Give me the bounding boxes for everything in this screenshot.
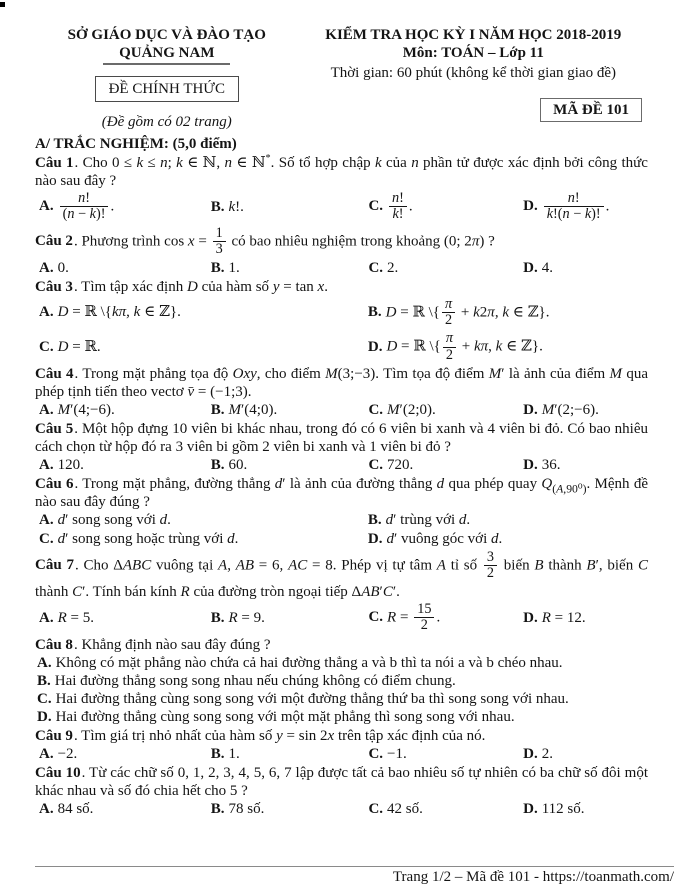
option-d: D. M′(2;−6). — [523, 402, 599, 418]
option-a: A. M′(4;−6). — [39, 402, 115, 418]
option-key: A. — [39, 745, 54, 762]
exam-header — [35, 26, 648, 131]
question-text: Câu 3. Tìm tập xác định D của hàm số y = tan x. — [35, 278, 328, 295]
option-key: A. — [39, 198, 54, 215]
option-key: D. — [367, 531, 383, 547]
option-key: D. — [37, 708, 52, 725]
province-name: QUẢNG NAM — [103, 44, 230, 65]
question-text: Câu 8. Khẳng định nào sau đây đúng ? — [35, 636, 271, 653]
option-key: A. — [39, 609, 54, 626]
option-a: A. 0. — [39, 259, 69, 276]
question-label: Câu 10 — [35, 764, 81, 781]
option-d: D. D = ℝ \{ $\frac{\pi}{2}$ + kπ, k ∈ ℤ}. — [367, 330, 543, 363]
option-key: A. — [37, 654, 52, 671]
option-key: B. — [210, 609, 225, 626]
option-key: C. — [368, 457, 384, 473]
fraction: $\frac{n!}{k!}$ — [389, 191, 407, 223]
options — [35, 654, 648, 726]
option-a: A. Không có mặt phẳng nào chứa cả hai đường thẳng a và b thì ta nói a và b chéo nhau. — [37, 654, 563, 671]
option-key: C. — [368, 745, 384, 762]
option-d: D. 112 số. — [523, 800, 585, 817]
question-label: Câu 1 — [35, 155, 74, 171]
question-label: Câu 7 — [35, 557, 74, 574]
option-key: C. — [37, 690, 52, 707]
option-c: C. 42 số. — [368, 800, 423, 817]
question-3 — [35, 278, 648, 365]
fraction: $\frac{1}{3}$ — [213, 226, 226, 258]
question-1 — [35, 154, 648, 224]
question-text: Câu 10. Từ các chữ số 0, 1, 2, 3, 4, 5, 6, 7 lập được tất cả bao nhiêu số tự nhiên có ba chữ số đôi một khác nhau và số đó chia hết cho 5 ? — [35, 764, 648, 799]
option-b: B. 60. — [210, 457, 248, 473]
questions-list — [35, 153, 648, 818]
scan-corner-mark — [0, 2, 5, 7]
exam-code-box: MÃ ĐỀ 101 — [540, 98, 642, 122]
option-key: D. — [523, 402, 538, 418]
pages-note: (Đề gồm có 02 trang) — [101, 114, 232, 130]
option-key: B. — [367, 303, 382, 320]
header-right-block — [299, 26, 648, 131]
question-5 — [35, 420, 648, 474]
option-b: B. R = 9. — [210, 609, 265, 626]
fraction: $\frac{\pi}{2}$ — [442, 297, 455, 329]
option-b: B. 1. — [210, 259, 240, 276]
option-key: D. — [367, 338, 383, 355]
footer-text: Trang 1/2 – Mã đề 101 - https://toanmath.com/ — [392, 869, 674, 885]
option-key: C. — [39, 339, 54, 356]
question-label: Câu 6 — [35, 476, 74, 492]
options — [35, 800, 648, 818]
option-key: D. — [523, 609, 538, 626]
question-label: Câu 5 — [35, 421, 74, 437]
question-text: Câu 2. Phương trình cos x = $\frac{1}{3}$ có bao nhiêu nghiệm trong khoảng (0; 2π) ? — [35, 224, 495, 258]
option-d: D. d′ vuông góc với d. — [367, 531, 503, 547]
option-key: D. — [523, 259, 538, 276]
options — [35, 259, 648, 277]
option-d: D. 4. — [523, 259, 553, 276]
question-label: Câu 9 — [35, 727, 73, 744]
option-c: C. −1. — [368, 745, 407, 762]
question-text: Câu 1. Cho 0 ≤ k ≤ n; k ∈ ℕ, n ∈ ℕ*. Số tổ hợp chập k của n phần tử được xác định bởi công thức nào sau đây ? — [35, 153, 648, 189]
option-a: A. D = ℝ \{kπ, k ∈ ℤ}. — [39, 304, 181, 321]
subject-line: Môn: TOÁN – Lớp 11 — [402, 45, 544, 61]
options — [35, 511, 648, 548]
page-footer — [35, 866, 674, 886]
option-a: A. 120. — [39, 457, 84, 473]
option-d: D. 36. — [523, 457, 561, 473]
options — [35, 401, 648, 419]
question-label: Câu 3 — [35, 278, 73, 295]
option-key: C. — [368, 800, 384, 817]
option-b: B. 1. — [210, 745, 240, 762]
options — [35, 745, 648, 763]
question-label: Câu 8 — [35, 636, 73, 653]
option-d: D. 2. — [523, 745, 553, 762]
section-title: A/ TRẮC NGHIỆM: (5,0 điểm) — [35, 136, 237, 152]
option-key: A. — [39, 800, 54, 817]
option-key: C. — [39, 531, 54, 547]
fraction: $\frac{n!}{k!(n - k)!}$ — [544, 191, 604, 223]
option-c: C. 720. — [368, 457, 414, 473]
option-a: A. −2. — [39, 745, 78, 762]
option-key: B. — [210, 402, 225, 418]
question-text: Câu 5. Một hộp đựng 10 viên bi khác nhau, trong đó có 6 viên bi xanh và 4 viên bi đỏ. Có bao nhiêu cách chọn từ hộp đó ra 3 viên bi gồm 2 viên bi xanh và 1 viên bi đỏ ? — [35, 421, 648, 455]
option-b: B. Hai đường thẳng song song nhau nếu chúng không có điểm chung. — [37, 672, 456, 689]
option-key: A. — [39, 457, 54, 473]
department-name: SỞ GIÁO DỤC VÀ ĐÀO TẠO — [67, 27, 266, 43]
question-6 — [35, 475, 648, 548]
option-key: C. — [368, 609, 384, 626]
option-a: A. 84 số. — [39, 800, 94, 817]
question-text: Câu 7. Cho ΔABC vuông tại A, AB = 6, AC = 8. Phép vị tự tâm A tỉ số $\frac{3}{2}$ biến B thành B′, biến C thành C′. Tính bán kính R của đường tròn ngoại tiếp ΔAB′C′. — [35, 549, 648, 600]
question-text: Câu 6. Trong mặt phẳng, đường thẳng d′ là ảnh của đường thẳng d qua phép quay $Q_{(A,90^0)}$. Mệnh đề nào sau đây đúng ? — [35, 476, 649, 510]
option-key: D. — [523, 457, 538, 473]
option-c: C. 2. — [368, 259, 399, 276]
question-text: Câu 4. Trong mặt phẳng tọa độ Oxy, cho điểm M(3;−3). Tìm tọa độ điểm M′ là ảnh của điểm M qua phép tịnh tiến theo vectơ v̄ = (−1;3). — [35, 366, 648, 400]
question-8 — [35, 636, 648, 726]
option-key: A. — [39, 512, 54, 528]
options — [35, 601, 648, 635]
option-a: A. d′ song song với d. — [39, 512, 171, 528]
question-2 — [35, 225, 648, 277]
option-key: B. — [210, 259, 225, 276]
option-c: C. D = ℝ. — [39, 339, 101, 356]
header-left-block — [35, 26, 299, 131]
question-4 — [35, 365, 648, 419]
option-key: A. — [39, 259, 54, 276]
option-c: C. R = $\frac{15}{2}$ . — [368, 600, 441, 634]
official-exam-stamp: ĐỀ CHÍNH THỨC — [95, 76, 239, 102]
option-d: D. R = 12. — [523, 609, 586, 626]
option-key: B. — [210, 457, 225, 473]
option-key: A. — [39, 304, 54, 321]
exam-title: KIỂM TRA HỌC KỲ I NĂM HỌC 2018-2019 — [325, 27, 622, 43]
option-key: C. — [368, 198, 384, 215]
question-10 — [35, 764, 648, 818]
option-key: B. — [210, 745, 225, 762]
fraction: $\frac{3}{2}$ — [484, 550, 497, 582]
option-key: B. — [367, 512, 382, 528]
option-b: B. M′(4;0). — [210, 402, 278, 418]
question-label: Câu 4 — [35, 366, 74, 382]
option-b: B. D = ℝ \{ $\frac{\pi}{2}$ + k2π, k ∈ ℤ}. — [367, 295, 550, 328]
option-key: B. — [37, 672, 51, 689]
option-key: C. — [368, 402, 384, 418]
option-key: D. — [523, 800, 538, 817]
fraction: $\frac{n!}{(n - k)!}$ — [60, 191, 109, 223]
option-c: C. $\frac{n!}{k!}$ . — [368, 190, 413, 223]
option-b: B. 78 số. — [210, 800, 265, 817]
question-text: Câu 9. Tìm giá trị nhỏ nhất của hàm số y = sin 2x trên tập xác định của nó. — [35, 727, 486, 744]
option-d: D. $\frac{n!}{k!(n - k)!}$ . — [523, 190, 610, 223]
option-a: A. R = 5. — [39, 609, 94, 626]
option-key: A. — [39, 402, 54, 418]
option-key: C. — [368, 259, 384, 276]
options — [35, 190, 648, 224]
option-b: B. d′ trùng với d. — [367, 512, 471, 528]
question-7 — [35, 549, 648, 635]
time-limit-line: Thời gian: 60 phút (không kể thời gian giao đề) — [330, 65, 616, 81]
options — [35, 456, 648, 474]
option-key: D. — [523, 745, 538, 762]
option-d: D. Hai đường thẳng cùng song song với một mặt phẳng thì song song với nhau. — [37, 708, 515, 725]
option-key: B. — [210, 198, 225, 215]
fraction: $\frac{15}{2}$ — [414, 602, 434, 634]
option-key: B. — [210, 800, 225, 817]
question-9 — [35, 727, 648, 763]
options — [35, 296, 648, 365]
option-c: C. Hai đường thẳng cùng song song với một đường thẳng thứ ba thì song song với nhau. — [37, 690, 569, 707]
option-c: C. d′ song song hoặc trùng với d. — [39, 531, 239, 547]
option-c: C. M′(2;0). — [368, 402, 436, 418]
fraction: $\frac{\pi}{2}$ — [443, 331, 456, 363]
option-a: A. $\frac{n!}{(n - k)!}$ . — [39, 190, 115, 223]
option-key: D. — [523, 198, 538, 215]
option-b: B. k!. — [210, 198, 244, 215]
question-label: Câu 2 — [35, 233, 73, 250]
